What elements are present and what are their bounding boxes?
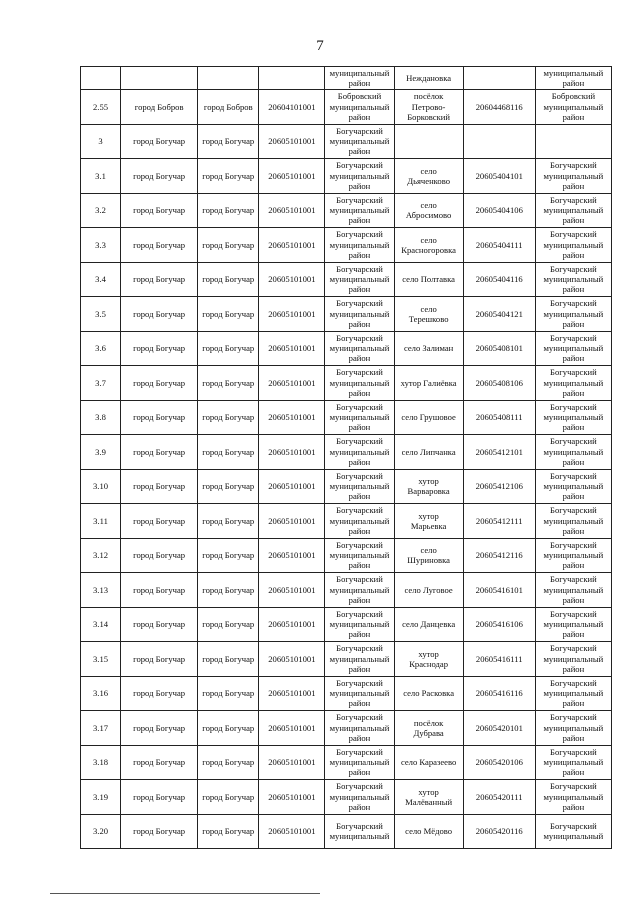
- city-cell: город Богучар: [121, 469, 198, 504]
- settlement-cell: посёлок Дубрава: [394, 711, 463, 746]
- oktmo-settlement-cell: 20605412116: [463, 538, 535, 573]
- table-row: [81, 90, 612, 125]
- oktmo-city-cell: 20605101001: [259, 711, 325, 746]
- row-number-cell: 3.11: [81, 504, 121, 539]
- table-row: [81, 642, 612, 677]
- district-cell: Богучарский муниципальный район: [325, 504, 394, 539]
- city-name-cell: город Богучар: [198, 400, 259, 435]
- table-row: [81, 400, 612, 435]
- oktmo-city-cell: 20605101001: [259, 573, 325, 608]
- oktmo-settlement-cell: 20605416101: [463, 573, 535, 608]
- city-name-cell: город Богучар: [198, 331, 259, 366]
- oktmo-settlement-cell: 20605416106: [463, 607, 535, 642]
- oktmo-settlement-cell: 20605408106: [463, 366, 535, 401]
- row-number-cell: 3: [81, 124, 121, 159]
- oktmo-city-cell: 20605101001: [259, 780, 325, 815]
- page-number: 7: [316, 38, 324, 54]
- settlement-cell: село Мёдово: [394, 814, 463, 849]
- table-row: [81, 331, 612, 366]
- settlement-cell: село Абросимово: [394, 193, 463, 228]
- row-number-cell: 3.9: [81, 435, 121, 470]
- oktmo-settlement-cell: 20605420111: [463, 780, 535, 815]
- district-cell: Богучарский муниципальный район: [325, 711, 394, 746]
- city-name-cell: город Богучар: [198, 159, 259, 194]
- city-cell: город Богучар: [121, 262, 198, 297]
- oktmo-settlement-cell: 20605412106: [463, 469, 535, 504]
- settlement-cell: село Луговое: [394, 573, 463, 608]
- settlement-cell: хутор Варваровка: [394, 469, 463, 504]
- settlement-district-cell: Богучарский муниципальный район: [535, 193, 611, 228]
- city-cell: город Богучар: [121, 780, 198, 815]
- oktmo-city-cell: 20605101001: [259, 607, 325, 642]
- city-name-cell: город Богучар: [198, 228, 259, 263]
- settlement-cell: село Залиман: [394, 331, 463, 366]
- oktmo-city-cell: 20605101001: [259, 331, 325, 366]
- table-row: [81, 297, 612, 332]
- row-number-cell: [81, 67, 121, 90]
- city-name-cell: город Богучар: [198, 193, 259, 228]
- city-cell: город Богучар: [121, 124, 198, 159]
- table-row: [81, 676, 612, 711]
- settlement-cell: село Данцевка: [394, 607, 463, 642]
- district-cell: Богучарский муниципальный район: [325, 642, 394, 677]
- settlement-district-cell: Бобровский муниципальный район: [535, 90, 611, 125]
- city-cell: город Богучар: [121, 573, 198, 608]
- table-row: [81, 780, 612, 815]
- district-cell: Богучарский муниципальный район: [325, 159, 394, 194]
- district-cell: Богучарский муниципальный район: [325, 262, 394, 297]
- settlement-cell: село Полтавка: [394, 262, 463, 297]
- oktmo-settlement-cell: 20605404116: [463, 262, 535, 297]
- city-name-cell: город Богучар: [198, 538, 259, 573]
- table-row: [81, 193, 612, 228]
- oktmo-city-cell: 20605101001: [259, 676, 325, 711]
- settlement-cell: Неждановка: [394, 67, 463, 90]
- city-name-cell: город Богучар: [198, 366, 259, 401]
- table-row: [81, 159, 612, 194]
- settlements-table: [80, 66, 612, 849]
- oktmo-settlement-cell: 20605420101: [463, 711, 535, 746]
- settlement-district-cell: Богучарский муниципальный район: [535, 331, 611, 366]
- city-cell: город Богучар: [121, 676, 198, 711]
- city-name-cell: город Богучар: [198, 297, 259, 332]
- city-cell: город Бобров: [121, 90, 198, 125]
- settlement-district-cell: Богучарский муниципальный район: [535, 780, 611, 815]
- oktmo-city-cell: 20605101001: [259, 262, 325, 297]
- oktmo-settlement-cell: 20605404121: [463, 297, 535, 332]
- row-number-cell: 3.19: [81, 780, 121, 815]
- oktmo-settlement-cell: 20605404106: [463, 193, 535, 228]
- row-number-cell: 3.4: [81, 262, 121, 297]
- district-cell: Богучарский муниципальный район: [325, 607, 394, 642]
- city-name-cell: город Богучар: [198, 607, 259, 642]
- oktmo-settlement-cell: 20605416116: [463, 676, 535, 711]
- district-cell: Богучарский муниципальный район: [325, 745, 394, 780]
- row-number-cell: 3.15: [81, 642, 121, 677]
- table-row: [81, 67, 612, 90]
- oktmo-city-cell: 20605101001: [259, 435, 325, 470]
- row-number-cell: 3.10: [81, 469, 121, 504]
- city-cell: город Богучар: [121, 642, 198, 677]
- city-name-cell: город Богучар: [198, 642, 259, 677]
- row-number-cell: 3.5: [81, 297, 121, 332]
- table-row: [81, 711, 612, 746]
- oktmo-settlement-cell: [463, 67, 535, 90]
- settlement-district-cell: Богучарский муниципальный район: [535, 469, 611, 504]
- city-cell: город Богучар: [121, 400, 198, 435]
- settlement-district-cell: Богучарский муниципальный район: [535, 711, 611, 746]
- settlement-district-cell: Богучарский муниципальный район: [535, 262, 611, 297]
- oktmo-settlement-cell: 20605408101: [463, 331, 535, 366]
- city-cell: город Богучар: [121, 814, 198, 849]
- table-row: [81, 124, 612, 159]
- oktmo-city-cell: 20605101001: [259, 400, 325, 435]
- oktmo-settlement-cell: 20604468116: [463, 90, 535, 125]
- district-cell: Богучарский муниципальный район: [325, 676, 394, 711]
- city-cell: город Богучар: [121, 711, 198, 746]
- settlement-district-cell: Богучарский муниципальный район: [535, 573, 611, 608]
- city-name-cell: город Богучар: [198, 676, 259, 711]
- oktmo-settlement-cell: 20605412101: [463, 435, 535, 470]
- oktmo-city-cell: 20605101001: [259, 814, 325, 849]
- oktmo-city-cell: 20605101001: [259, 504, 325, 539]
- table-row: [81, 745, 612, 780]
- district-cell: Богучарский муниципальный район: [325, 297, 394, 332]
- settlement-cell: село Липчанка: [394, 435, 463, 470]
- row-number-cell: 3.18: [81, 745, 121, 780]
- city-name-cell: город Богучар: [198, 780, 259, 815]
- city-name-cell: город Богучар: [198, 124, 259, 159]
- city-name-cell: [198, 67, 259, 90]
- city-cell: [121, 67, 198, 90]
- oktmo-city-cell: 20605101001: [259, 159, 325, 194]
- city-name-cell: город Богучар: [198, 711, 259, 746]
- city-name-cell: город Богучар: [198, 745, 259, 780]
- oktmo-city-cell: 20605101001: [259, 538, 325, 573]
- table-row: [81, 504, 612, 539]
- row-number-cell: 3.14: [81, 607, 121, 642]
- row-number-cell: 2.55: [81, 90, 121, 125]
- settlement-district-cell: муниципальный район: [535, 67, 611, 90]
- settlement-district-cell: Богучарский муниципальный район: [535, 676, 611, 711]
- oktmo-city-cell: 20605101001: [259, 193, 325, 228]
- district-cell: муниципальный район: [325, 67, 394, 90]
- city-cell: город Богучар: [121, 331, 198, 366]
- district-cell: Богучарский муниципальный район: [325, 469, 394, 504]
- row-number-cell: 3.20: [81, 814, 121, 849]
- oktmo-city-cell: 20605101001: [259, 745, 325, 780]
- settlement-cell: [394, 124, 463, 159]
- city-name-cell: город Богучар: [198, 469, 259, 504]
- city-cell: город Богучар: [121, 607, 198, 642]
- row-number-cell: 3.3: [81, 228, 121, 263]
- oktmo-settlement-cell: 20605416111: [463, 642, 535, 677]
- oktmo-settlement-cell: 20605420116: [463, 814, 535, 849]
- oktmo-city-cell: 20605101001: [259, 469, 325, 504]
- row-number-cell: 3.12: [81, 538, 121, 573]
- district-cell: Богучарский муниципальный район: [325, 228, 394, 263]
- row-number-cell: 3.6: [81, 331, 121, 366]
- settlement-cell: село Терешково: [394, 297, 463, 332]
- city-cell: город Богучар: [121, 297, 198, 332]
- settlement-district-cell: Богучарский муниципальный район: [535, 538, 611, 573]
- oktmo-city-cell: 20605101001: [259, 228, 325, 263]
- table-row: [81, 538, 612, 573]
- row-number-cell: 3.7: [81, 366, 121, 401]
- table-body: [81, 67, 612, 849]
- district-cell: Богучарский муниципальный район: [325, 400, 394, 435]
- city-cell: город Богучар: [121, 159, 198, 194]
- oktmo-city-cell: 20605101001: [259, 297, 325, 332]
- row-number-cell: 3.1: [81, 159, 121, 194]
- oktmo-city-cell: 20605101001: [259, 642, 325, 677]
- settlement-district-cell: Богучарский муниципальный район: [535, 366, 611, 401]
- settlement-cell: хутор Галиёвка: [394, 366, 463, 401]
- settlement-district-cell: Богучарский муниципальный район: [535, 159, 611, 194]
- table-row: [81, 228, 612, 263]
- settlement-district-cell: Богучарский муниципальный район: [535, 297, 611, 332]
- row-number-cell: 3.13: [81, 573, 121, 608]
- oktmo-settlement-cell: [463, 124, 535, 159]
- city-name-cell: город Богучар: [198, 504, 259, 539]
- district-cell: Богучарский муниципальный район: [325, 124, 394, 159]
- settlement-district-cell: Богучарский муниципальный район: [535, 435, 611, 470]
- district-cell: Богучарский муниципальный район: [325, 331, 394, 366]
- city-cell: город Богучар: [121, 366, 198, 401]
- settlement-district-cell: [535, 124, 611, 159]
- settlement-district-cell: Богучарский муниципальный район: [535, 745, 611, 780]
- city-cell: город Богучар: [121, 538, 198, 573]
- settlement-cell: хутор Марьевка: [394, 504, 463, 539]
- settlement-cell: село Каразеево: [394, 745, 463, 780]
- city-name-cell: город Богучар: [198, 573, 259, 608]
- settlement-district-cell: Богучарский муниципальный: [535, 814, 611, 849]
- row-number-cell: 3.2: [81, 193, 121, 228]
- oktmo-city-cell: 20605101001: [259, 124, 325, 159]
- settlement-cell: село Дьяченково: [394, 159, 463, 194]
- oktmo-settlement-cell: 20605412111: [463, 504, 535, 539]
- oktmo-settlement-cell: 20605404101: [463, 159, 535, 194]
- district-cell: Богучарский муниципальный район: [325, 366, 394, 401]
- city-name-cell: город Богучар: [198, 435, 259, 470]
- settlement-cell: хутор Малёванный: [394, 780, 463, 815]
- district-cell: Богучарский муниципальный район: [325, 435, 394, 470]
- oktmo-city-cell: 20605101001: [259, 366, 325, 401]
- city-cell: город Богучар: [121, 745, 198, 780]
- city-cell: город Богучар: [121, 193, 198, 228]
- row-number-cell: 3.8: [81, 400, 121, 435]
- settlement-district-cell: Богучарский муниципальный район: [535, 642, 611, 677]
- footer-divider: [50, 893, 320, 894]
- settlement-district-cell: Богучарский муниципальный район: [535, 607, 611, 642]
- district-cell: Богучарский муниципальный район: [325, 538, 394, 573]
- settlement-district-cell: Богучарский муниципальный район: [535, 228, 611, 263]
- city-cell: город Богучар: [121, 504, 198, 539]
- oktmo-settlement-cell: 20605408111: [463, 400, 535, 435]
- table-row: [81, 573, 612, 608]
- settlement-cell: село Шуриновка: [394, 538, 463, 573]
- oktmo-settlement-cell: 20605404111: [463, 228, 535, 263]
- city-name-cell: город Богучар: [198, 814, 259, 849]
- city-cell: город Богучар: [121, 228, 198, 263]
- table-row: [81, 814, 612, 849]
- city-name-cell: город Богучар: [198, 262, 259, 297]
- oktmo-settlement-cell: 20605420106: [463, 745, 535, 780]
- table-row: [81, 435, 612, 470]
- row-number-cell: 3.16: [81, 676, 121, 711]
- row-number-cell: 3.17: [81, 711, 121, 746]
- table-row: [81, 469, 612, 504]
- district-cell: Богучарский муниципальный район: [325, 573, 394, 608]
- district-cell: Бобровский муниципальный район: [325, 90, 394, 125]
- table-row: [81, 262, 612, 297]
- settlement-cell: хутор Краснодар: [394, 642, 463, 677]
- city-cell: город Богучар: [121, 435, 198, 470]
- settlement-cell: село Красногоровка: [394, 228, 463, 263]
- table-row: [81, 366, 612, 401]
- settlement-cell: село Расковка: [394, 676, 463, 711]
- district-cell: Богучарский муниципальный район: [325, 780, 394, 815]
- table-row: [81, 607, 612, 642]
- oktmo-city-cell: [259, 67, 325, 90]
- settlement-district-cell: Богучарский муниципальный район: [535, 504, 611, 539]
- oktmo-city-cell: 20604101001: [259, 90, 325, 125]
- district-cell: Богучарский муниципальный: [325, 814, 394, 849]
- settlement-cell: посёлок Петрово- Борковский: [394, 90, 463, 125]
- settlement-cell: село Грушовое: [394, 400, 463, 435]
- district-cell: Богучарский муниципальный район: [325, 193, 394, 228]
- city-name-cell: город Бобров: [198, 90, 259, 125]
- settlement-district-cell: Богучарский муниципальный район: [535, 400, 611, 435]
